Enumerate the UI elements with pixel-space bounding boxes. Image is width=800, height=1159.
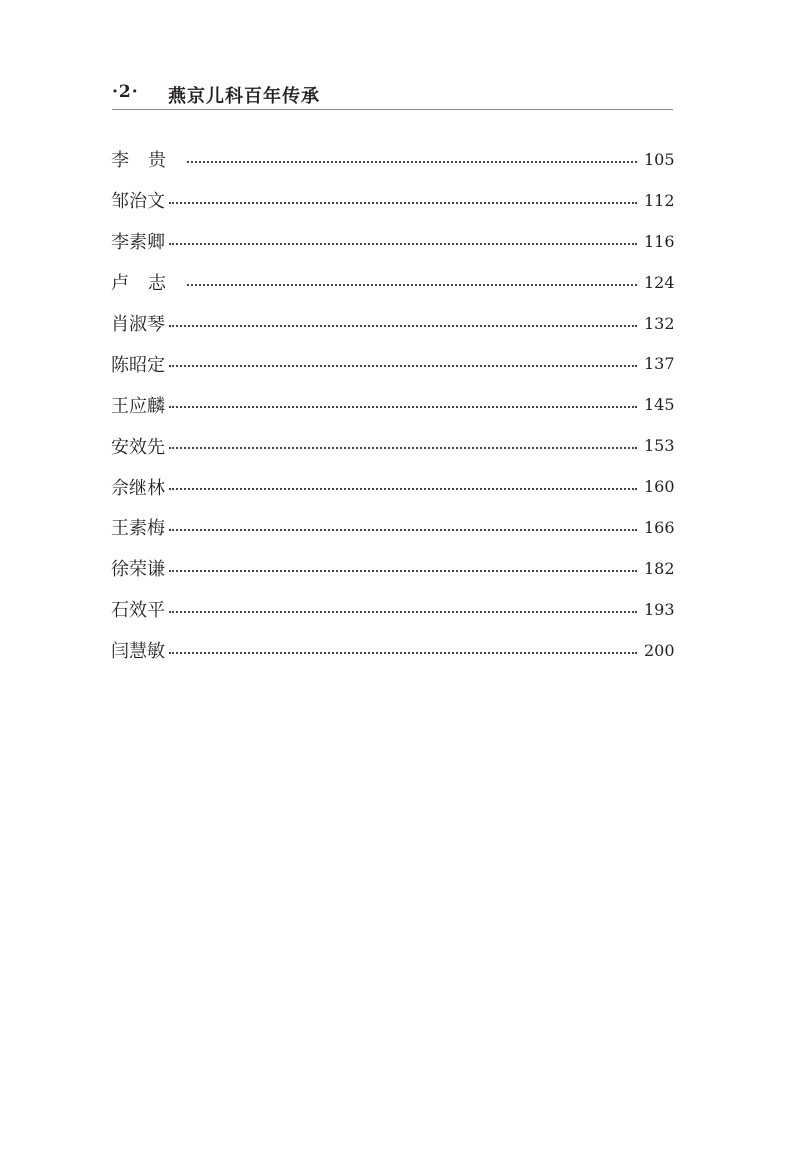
toc-entry-name: 石效平 xyxy=(111,600,165,622)
dot-leader xyxy=(187,284,637,286)
toc-entry-page: 116 xyxy=(644,231,675,251)
table-of-contents xyxy=(111,139,674,671)
toc-entry-name: 李素卿 xyxy=(111,232,165,254)
dot-leader xyxy=(169,570,637,572)
dot-leader xyxy=(169,202,637,204)
toc-entry[interactable] xyxy=(111,548,674,589)
toc-entry[interactable] xyxy=(111,343,674,384)
toc-entry[interactable] xyxy=(111,589,674,630)
toc-entry-name: 王素梅 xyxy=(111,518,165,540)
toc-entry-name: 邹治文 xyxy=(111,191,165,213)
running-header xyxy=(112,78,673,110)
toc-entry[interactable] xyxy=(111,262,674,303)
toc-entry-page: 200 xyxy=(644,640,675,660)
toc-entry-name: 陈昭定 xyxy=(111,354,165,376)
dot-leader xyxy=(169,406,637,408)
toc-entry-name: 徐荣谦 xyxy=(111,559,165,581)
toc-entry-page: 160 xyxy=(644,477,675,497)
toc-entry-page: 137 xyxy=(644,354,675,374)
dot-leader xyxy=(169,325,637,327)
toc-entry-page: 145 xyxy=(644,395,675,415)
dot-leader xyxy=(187,161,637,163)
toc-entry-name: 佘继林 xyxy=(111,477,165,499)
toc-entry-page: 132 xyxy=(644,313,675,333)
toc-entry-page: 182 xyxy=(644,558,675,578)
book-title: 燕京儿科百年传承 xyxy=(168,86,320,107)
toc-entry[interactable] xyxy=(111,384,674,425)
toc-entry[interactable] xyxy=(111,466,674,507)
toc-entry-page: 166 xyxy=(644,517,675,537)
toc-entry[interactable] xyxy=(111,180,674,221)
toc-entry[interactable] xyxy=(111,507,674,548)
toc-entry[interactable] xyxy=(111,630,674,671)
toc-entry-page: 193 xyxy=(644,599,675,619)
toc-entry-name: 王应麟 xyxy=(111,395,165,417)
toc-entry[interactable] xyxy=(111,221,674,262)
toc-entry[interactable] xyxy=(111,139,674,180)
toc-entry-page: 112 xyxy=(644,190,675,210)
toc-entry-page: 124 xyxy=(644,272,675,292)
toc-entry-name: 卢志 xyxy=(111,273,185,295)
toc-entry[interactable] xyxy=(111,303,674,344)
dot-leader xyxy=(169,529,637,531)
page-number: ·2· xyxy=(112,82,139,102)
dot-leader xyxy=(169,365,637,367)
dot-leader xyxy=(169,611,637,613)
toc-entry-page: 153 xyxy=(644,436,675,456)
toc-entry[interactable] xyxy=(111,425,674,466)
toc-entry-name: 安效先 xyxy=(111,436,165,458)
dot-leader xyxy=(169,488,637,490)
dot-leader xyxy=(169,447,637,449)
dot-leader xyxy=(169,652,637,654)
dot-leader xyxy=(169,243,637,245)
toc-entry-name: 李贵 xyxy=(111,150,185,172)
toc-entry-name: 肖淑琴 xyxy=(111,314,165,335)
toc-entry-page: 105 xyxy=(644,149,675,169)
toc-entry-name: 闫慧敏 xyxy=(111,641,165,663)
